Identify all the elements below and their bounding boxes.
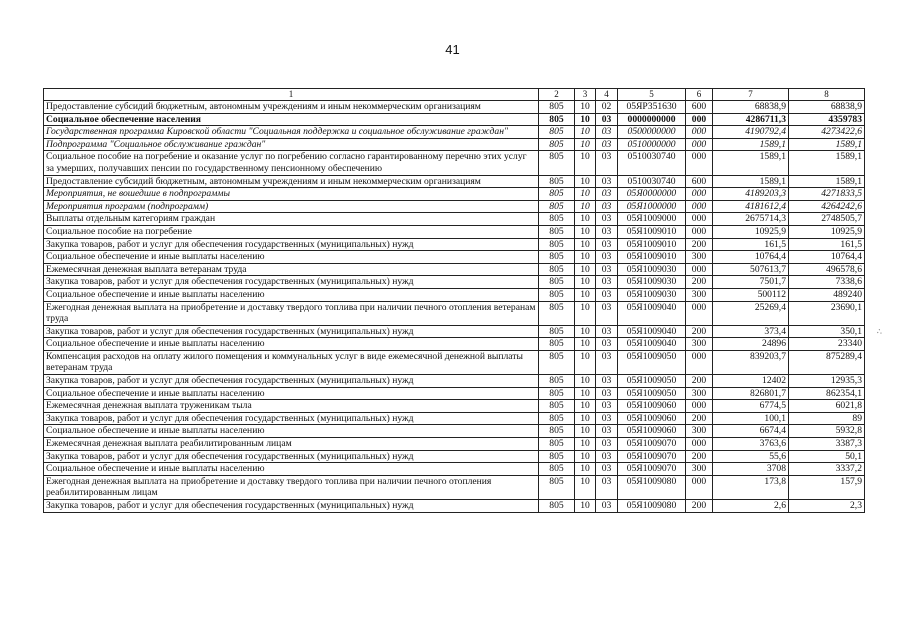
row-code-4-cell: 03 xyxy=(596,450,618,463)
row-name-cell: Государственная программа Кировской области "Социальная поддержка и социальное обслуживание граждан" xyxy=(44,126,539,139)
row-code-5-cell: 05Я1009030 xyxy=(618,263,686,276)
row-value-8-cell: 157,9 xyxy=(789,475,865,499)
row-code-6-cell: 200 xyxy=(686,500,713,513)
row-code-4-cell: 03 xyxy=(596,350,618,374)
row-code-3-cell: 10 xyxy=(575,387,596,400)
row-name-cell: Закупка товаров, работ и услуг для обеспечения государственных (муниципальных) нужд xyxy=(44,412,539,425)
row-code-6-cell: 000 xyxy=(686,438,713,451)
table-row xyxy=(44,387,865,400)
row-value-7-cell: 1589,1 xyxy=(713,175,789,188)
row-value-8-cell: 3337,2 xyxy=(789,463,865,476)
row-code-5-cell: 0510000000 xyxy=(618,138,686,151)
row-value-8-cell: 4271833,5 xyxy=(789,188,865,201)
row-code-5-cell: 05Я1009040 xyxy=(618,338,686,351)
row-value-8-cell: 50,1 xyxy=(789,450,865,463)
row-value-7-cell: 24896 xyxy=(713,338,789,351)
row-code-4-cell: 03 xyxy=(596,463,618,476)
row-code-3-cell: 10 xyxy=(575,350,596,374)
row-code-6-cell: 300 xyxy=(686,425,713,438)
row-value-7-cell: 826801,7 xyxy=(713,387,789,400)
row-value-7-cell: 1589,1 xyxy=(713,138,789,151)
row-code-5-cell: 05Я1009030 xyxy=(618,288,686,301)
row-value-8-cell: 489240 xyxy=(789,288,865,301)
table-row xyxy=(44,301,865,325)
row-code-6-cell: 000 xyxy=(686,225,713,238)
row-name-cell: Социальное пособие на погребение xyxy=(44,225,539,238)
table-row xyxy=(44,400,865,413)
row-code-4-cell: 03 xyxy=(596,500,618,513)
row-name-cell: Закупка товаров, работ и услуг для обеспечения государственных (муниципальных) нужд xyxy=(44,276,539,289)
row-code-3-cell: 10 xyxy=(575,288,596,301)
row-code-2-cell: 805 xyxy=(539,450,575,463)
row-code-2-cell: 805 xyxy=(539,276,575,289)
row-code-4-cell: 03 xyxy=(596,412,618,425)
row-code-6-cell: 000 xyxy=(686,113,713,126)
row-code-4-cell: 03 xyxy=(596,438,618,451)
row-code-3-cell: 10 xyxy=(575,450,596,463)
table-row xyxy=(44,126,865,139)
row-code-5-cell: 05Я1009000 xyxy=(618,213,686,226)
row-code-4-cell: 03 xyxy=(596,375,618,388)
row-code-4-cell: 03 xyxy=(596,175,618,188)
table-row xyxy=(44,438,865,451)
row-code-3-cell: 10 xyxy=(575,188,596,201)
row-value-8-cell: 1589,1 xyxy=(789,151,865,175)
row-value-7-cell: 4189203,3 xyxy=(713,188,789,201)
row-value-7-cell: 2675714,3 xyxy=(713,213,789,226)
table-row xyxy=(44,425,865,438)
row-value-7-cell: 507613,7 xyxy=(713,263,789,276)
row-code-2-cell: 805 xyxy=(539,151,575,175)
row-code-2-cell: 805 xyxy=(539,425,575,438)
row-code-2-cell: 805 xyxy=(539,213,575,226)
row-code-3-cell: 10 xyxy=(575,225,596,238)
table-row xyxy=(44,450,865,463)
header-cell: 2 xyxy=(539,89,575,101)
row-value-7-cell: 100,1 xyxy=(713,412,789,425)
row-code-6-cell: 000 xyxy=(686,126,713,139)
row-code-2-cell: 805 xyxy=(539,113,575,126)
table-row xyxy=(44,500,865,513)
page-number: 41 xyxy=(445,42,460,57)
row-code-6-cell: 200 xyxy=(686,238,713,251)
row-code-2-cell: 805 xyxy=(539,126,575,139)
row-code-4-cell: 03 xyxy=(596,301,618,325)
row-value-7-cell: 4190792,4 xyxy=(713,126,789,139)
row-code-5-cell: 05Я1009070 xyxy=(618,463,686,476)
row-value-8-cell: 4273422,6 xyxy=(789,126,865,139)
row-code-4-cell: 03 xyxy=(596,151,618,175)
row-name-cell: Закупка товаров, работ и услуг для обеспечения государственных (муниципальных) нужд xyxy=(44,375,539,388)
row-code-4-cell: 03 xyxy=(596,263,618,276)
row-code-3-cell: 10 xyxy=(575,138,596,151)
row-code-3-cell: 10 xyxy=(575,463,596,476)
row-code-2-cell: 805 xyxy=(539,400,575,413)
row-code-5-cell: 05Я1009060 xyxy=(618,412,686,425)
row-code-3-cell: 10 xyxy=(575,276,596,289)
row-value-7-cell: 6674,4 xyxy=(713,425,789,438)
row-code-4-cell: 03 xyxy=(596,425,618,438)
row-code-2-cell: 805 xyxy=(539,475,575,499)
row-code-5-cell: 05Я1009050 xyxy=(618,387,686,400)
row-value-8-cell: 3387,3 xyxy=(789,438,865,451)
row-value-8-cell: 350,1 xyxy=(789,325,865,338)
row-code-2-cell: 805 xyxy=(539,350,575,374)
row-value-7-cell: 173,8 xyxy=(713,475,789,499)
table-row xyxy=(44,113,865,126)
row-code-3-cell: 10 xyxy=(575,101,596,114)
row-code-6-cell: 300 xyxy=(686,288,713,301)
row-code-6-cell: 200 xyxy=(686,325,713,338)
row-value-8-cell: 89 xyxy=(789,412,865,425)
row-code-5-cell: 05Я1009050 xyxy=(618,350,686,374)
row-code-6-cell: 000 xyxy=(686,475,713,499)
row-code-5-cell: 0500000000 xyxy=(618,126,686,139)
row-code-3-cell: 10 xyxy=(575,263,596,276)
row-code-5-cell: 05Я1009080 xyxy=(618,500,686,513)
row-code-2-cell: 805 xyxy=(539,225,575,238)
row-code-4-cell: 03 xyxy=(596,325,618,338)
row-value-7-cell: 3708 xyxy=(713,463,789,476)
row-value-8-cell: 5932,8 xyxy=(789,425,865,438)
row-code-2-cell: 805 xyxy=(539,338,575,351)
row-code-3-cell: 10 xyxy=(575,438,596,451)
row-name-cell: Закупка товаров, работ и услуг для обеспечения государственных (муниципальных) нужд xyxy=(44,450,539,463)
row-name-cell: Социальное обеспечение и иные выплаты населению xyxy=(44,338,539,351)
row-code-4-cell: 03 xyxy=(596,138,618,151)
table-header-row xyxy=(44,89,865,101)
row-value-8-cell: 68838,9 xyxy=(789,101,865,114)
row-code-4-cell: 02 xyxy=(596,101,618,114)
row-code-6-cell: 000 xyxy=(686,151,713,175)
table-row xyxy=(44,200,865,213)
row-name-cell: Выплаты отдельным категориям граждан xyxy=(44,213,539,226)
row-code-6-cell: 200 xyxy=(686,276,713,289)
row-value-8-cell: 4264242,6 xyxy=(789,200,865,213)
row-code-6-cell: 200 xyxy=(686,450,713,463)
header-cell: 5 xyxy=(618,89,686,101)
row-value-8-cell: 862354,1 xyxy=(789,387,865,400)
row-code-4-cell: 03 xyxy=(596,113,618,126)
row-value-7-cell: 7501,7 xyxy=(713,276,789,289)
row-value-7-cell: 161,5 xyxy=(713,238,789,251)
row-name-cell: Ежегодная денежная выплата на приобретение и доставку твердого топлива при наличии печного отопления реабилитированным лицам xyxy=(44,475,539,499)
row-value-7-cell: 55,6 xyxy=(713,450,789,463)
table-row xyxy=(44,225,865,238)
row-code-6-cell: 000 xyxy=(686,400,713,413)
table-row xyxy=(44,350,865,374)
header-cell: 8 xyxy=(789,89,865,101)
row-code-2-cell: 805 xyxy=(539,438,575,451)
row-code-5-cell: 05Я1009030 xyxy=(618,276,686,289)
row-code-2-cell: 805 xyxy=(539,200,575,213)
row-code-6-cell: 600 xyxy=(686,175,713,188)
row-code-4-cell: 03 xyxy=(596,225,618,238)
row-code-4-cell: 03 xyxy=(596,251,618,264)
row-code-3-cell: 10 xyxy=(575,126,596,139)
row-value-8-cell: 161,5 xyxy=(789,238,865,251)
row-code-6-cell: 200 xyxy=(686,412,713,425)
row-code-5-cell: 05Я1009040 xyxy=(618,325,686,338)
row-code-5-cell: 05Я1009040 xyxy=(618,301,686,325)
row-code-3-cell: 10 xyxy=(575,251,596,264)
row-value-8-cell: 6021,8 xyxy=(789,400,865,413)
row-name-cell: Социальное обеспечение населения xyxy=(44,113,539,126)
row-value-7-cell: 4286711,3 xyxy=(713,113,789,126)
table-row xyxy=(44,375,865,388)
row-code-5-cell: 05Я1009080 xyxy=(618,475,686,499)
row-value-7-cell: 25269,4 xyxy=(713,301,789,325)
row-code-2-cell: 805 xyxy=(539,412,575,425)
row-code-2-cell: 805 xyxy=(539,263,575,276)
row-code-2-cell: 805 xyxy=(539,463,575,476)
row-code-3-cell: 10 xyxy=(575,338,596,351)
table-row xyxy=(44,475,865,499)
row-code-3-cell: 10 xyxy=(575,213,596,226)
row-code-2-cell: 805 xyxy=(539,500,575,513)
table-row xyxy=(44,251,865,264)
row-name-cell: Социальное обеспечение и иные выплаты населению xyxy=(44,463,539,476)
row-code-3-cell: 10 xyxy=(575,238,596,251)
row-value-8-cell: 10764,4 xyxy=(789,251,865,264)
row-value-7-cell: 839203,7 xyxy=(713,350,789,374)
row-value-7-cell: 10764,4 xyxy=(713,251,789,264)
budget-table xyxy=(43,88,865,513)
row-code-2-cell: 805 xyxy=(539,251,575,264)
row-code-2-cell: 805 xyxy=(539,175,575,188)
row-code-6-cell: 000 xyxy=(686,188,713,201)
row-name-cell: Мероприятия программ (подпрограмм) xyxy=(44,200,539,213)
row-name-cell: Социальное обеспечение и иные выплаты населению xyxy=(44,425,539,438)
row-code-4-cell: 03 xyxy=(596,400,618,413)
row-value-8-cell: 2,3 xyxy=(789,500,865,513)
row-code-4-cell: 03 xyxy=(596,387,618,400)
row-name-cell: Ежемесячная денежная выплата реабилитированным лицам xyxy=(44,438,539,451)
table-row xyxy=(44,175,865,188)
row-name-cell: Предоставление субсидий бюджетным, автономным учреждениям и иным некоммерческим организациям xyxy=(44,101,539,114)
row-code-4-cell: 03 xyxy=(596,288,618,301)
row-name-cell: Закупка товаров, работ и услуг для обеспечения государственных (муниципальных) нужд xyxy=(44,500,539,513)
row-code-5-cell: 0000000000 xyxy=(618,113,686,126)
table-row xyxy=(44,213,865,226)
row-value-7-cell: 68838,9 xyxy=(713,101,789,114)
row-code-3-cell: 10 xyxy=(575,151,596,175)
row-code-2-cell: 805 xyxy=(539,138,575,151)
row-name-cell: Социальное обеспечение и иные выплаты населению xyxy=(44,251,539,264)
row-code-6-cell: 000 xyxy=(686,263,713,276)
row-code-2-cell: 805 xyxy=(539,301,575,325)
row-code-5-cell: 05ЯР351630 xyxy=(618,101,686,114)
row-code-4-cell: 03 xyxy=(596,126,618,139)
row-code-3-cell: 10 xyxy=(575,425,596,438)
row-value-8-cell: 23690,1 xyxy=(789,301,865,325)
table-row xyxy=(44,138,865,151)
row-code-2-cell: 805 xyxy=(539,238,575,251)
row-code-5-cell: 05Я1009010 xyxy=(618,238,686,251)
row-value-7-cell: 500112 xyxy=(713,288,789,301)
table-row xyxy=(44,101,865,114)
row-code-6-cell: 000 xyxy=(686,350,713,374)
row-value-8-cell: 875289,4 xyxy=(789,350,865,374)
row-code-5-cell: 05Я1009060 xyxy=(618,400,686,413)
row-code-5-cell: 05Я0000000 xyxy=(618,188,686,201)
row-name-cell: Компенсация расходов на оплату жилого помещения и коммунальных услуг в виде ежемесячной денежной выплаты ветеранам труда xyxy=(44,350,539,374)
row-code-4-cell: 03 xyxy=(596,213,618,226)
table-row xyxy=(44,325,865,338)
row-code-3-cell: 10 xyxy=(575,325,596,338)
row-value-8-cell: 10925,9 xyxy=(789,225,865,238)
row-code-3-cell: 10 xyxy=(575,500,596,513)
header-cell: 7 xyxy=(713,89,789,101)
table-row xyxy=(44,412,865,425)
row-name-cell: Ежемесячная денежная выплата ветеранам труда xyxy=(44,263,539,276)
table-row xyxy=(44,288,865,301)
row-code-3-cell: 10 xyxy=(575,375,596,388)
row-code-6-cell: 200 xyxy=(686,375,713,388)
row-code-5-cell: 05Я1009010 xyxy=(618,251,686,264)
row-code-2-cell: 805 xyxy=(539,375,575,388)
scan-artifact: ⁖ xyxy=(873,326,885,340)
row-code-4-cell: 03 xyxy=(596,475,618,499)
row-code-5-cell: 0510030740 xyxy=(618,151,686,175)
row-code-6-cell: 300 xyxy=(686,251,713,264)
row-code-3-cell: 10 xyxy=(575,475,596,499)
row-code-6-cell: 300 xyxy=(686,338,713,351)
row-code-4-cell: 03 xyxy=(596,338,618,351)
row-name-cell: Ежегодная денежная выплата на приобретение и доставку твердого топлива при наличии печного отопления ветеранам труда xyxy=(44,301,539,325)
row-value-7-cell: 4181612,4 xyxy=(713,200,789,213)
row-code-3-cell: 10 xyxy=(575,175,596,188)
row-name-cell: Закупка товаров, работ и услуг для обеспечения государственных (муниципальных) нужд xyxy=(44,325,539,338)
row-code-6-cell: 600 xyxy=(686,101,713,114)
row-code-3-cell: 10 xyxy=(575,113,596,126)
row-code-5-cell: 05Я1009070 xyxy=(618,438,686,451)
row-name-cell: Закупка товаров, работ и услуг для обеспечения государственных (муниципальных) нужд xyxy=(44,238,539,251)
table-row xyxy=(44,463,865,476)
row-code-3-cell: 10 xyxy=(575,200,596,213)
row-code-5-cell: 05Я1009050 xyxy=(618,375,686,388)
row-code-4-cell: 03 xyxy=(596,200,618,213)
row-code-6-cell: 300 xyxy=(686,387,713,400)
row-value-7-cell: 10925,9 xyxy=(713,225,789,238)
row-code-4-cell: 03 xyxy=(596,238,618,251)
row-code-6-cell: 300 xyxy=(686,463,713,476)
row-name-cell: Ежемесячная денежная выплата труженикам тыла xyxy=(44,400,539,413)
header-cell: 6 xyxy=(686,89,713,101)
row-value-8-cell: 23340 xyxy=(789,338,865,351)
row-name-cell: Мероприятия, не вошедшие в подпрограммы xyxy=(44,188,539,201)
row-name-cell: Социальное обеспечение и иные выплаты населению xyxy=(44,387,539,400)
row-value-8-cell: 7338,6 xyxy=(789,276,865,289)
row-code-5-cell: 05Я1009070 xyxy=(618,450,686,463)
row-code-6-cell: 000 xyxy=(686,200,713,213)
row-value-8-cell: 2748505,7 xyxy=(789,213,865,226)
row-code-3-cell: 10 xyxy=(575,400,596,413)
row-code-6-cell: 000 xyxy=(686,301,713,325)
row-value-7-cell: 6774,5 xyxy=(713,400,789,413)
row-value-8-cell: 1589,1 xyxy=(789,138,865,151)
row-value-8-cell: 496578,6 xyxy=(789,263,865,276)
row-code-6-cell: 000 xyxy=(686,213,713,226)
row-name-cell: Социальное обеспечение и иные выплаты населению xyxy=(44,288,539,301)
table-row xyxy=(44,238,865,251)
row-name-cell: Подпрограмма "Социальное обслуживание граждан" xyxy=(44,138,539,151)
row-code-5-cell: 05Я1009010 xyxy=(618,225,686,238)
row-code-5-cell: 05Я1009060 xyxy=(618,425,686,438)
row-value-7-cell: 2,6 xyxy=(713,500,789,513)
row-code-4-cell: 03 xyxy=(596,276,618,289)
row-code-5-cell: 05Я1000000 xyxy=(618,200,686,213)
table-row xyxy=(44,151,865,175)
header-cell: 3 xyxy=(575,89,596,101)
row-code-3-cell: 10 xyxy=(575,301,596,325)
row-code-4-cell: 03 xyxy=(596,188,618,201)
row-value-7-cell: 3763,6 xyxy=(713,438,789,451)
row-code-2-cell: 805 xyxy=(539,101,575,114)
table-row xyxy=(44,338,865,351)
header-cell: 4 xyxy=(596,89,618,101)
row-value-8-cell: 4359783 xyxy=(789,113,865,126)
row-code-5-cell: 0510030740 xyxy=(618,175,686,188)
table-row xyxy=(44,276,865,289)
row-value-8-cell: 12935,3 xyxy=(789,375,865,388)
row-code-2-cell: 805 xyxy=(539,325,575,338)
header-cell: 1 xyxy=(44,89,539,101)
row-name-cell: Социальное пособие на погребение и оказание услуг по погребению согласно гарантированному перечню этих услуг за умерших, получавших пенсии по государственному пенсионному обеспечению xyxy=(44,151,539,175)
row-code-6-cell: 000 xyxy=(686,138,713,151)
table-row xyxy=(44,188,865,201)
table-row xyxy=(44,263,865,276)
row-code-3-cell: 10 xyxy=(575,412,596,425)
row-value-8-cell: 1589,1 xyxy=(789,175,865,188)
row-code-2-cell: 805 xyxy=(539,387,575,400)
row-name-cell: Предоставление субсидий бюджетным, автономным учреждениям и иным некоммерческим организациям xyxy=(44,175,539,188)
row-value-7-cell: 12402 xyxy=(713,375,789,388)
row-code-2-cell: 805 xyxy=(539,188,575,201)
row-code-2-cell: 805 xyxy=(539,288,575,301)
row-value-7-cell: 1589,1 xyxy=(713,151,789,175)
row-value-7-cell: 373,4 xyxy=(713,325,789,338)
